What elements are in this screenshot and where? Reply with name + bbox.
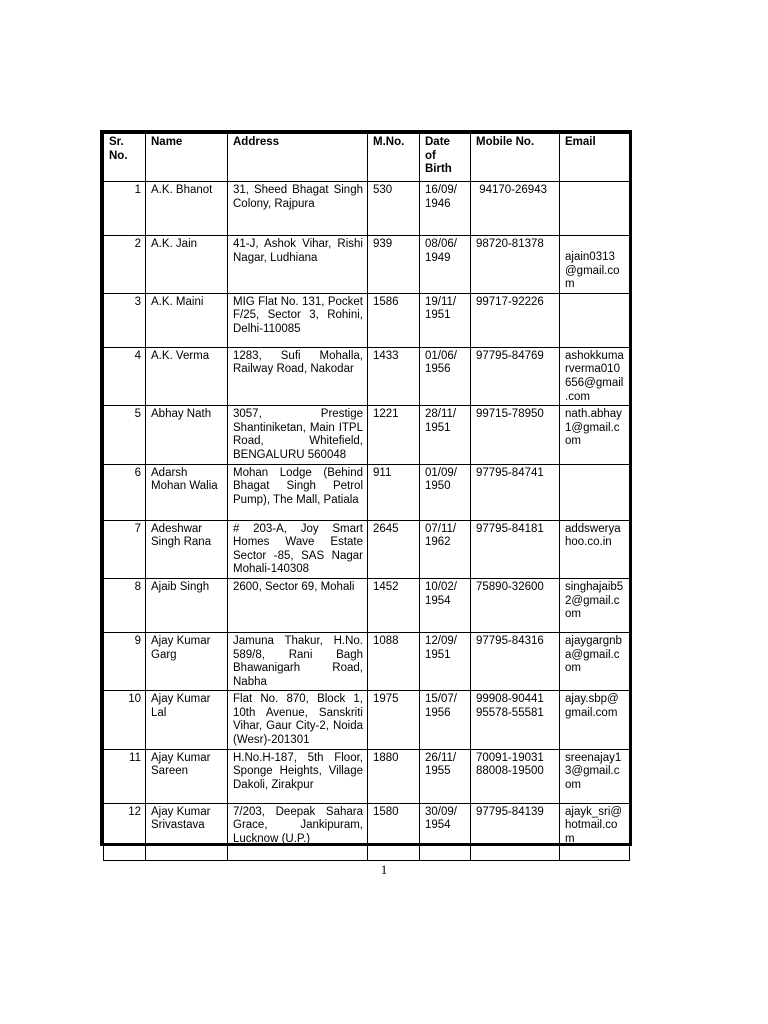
cell-address: 1283, Sufi Mohalla, Railway Road, Nakodar bbox=[228, 347, 368, 405]
cell-address: Flat No. 870, Block 1, 10th Avenue, Sanskriti Vihar, Gaur City-2, Noida (Wesr)-201301 bbox=[228, 691, 368, 749]
table-row bbox=[104, 520, 630, 578]
cell-mobile-no: 70091-19031 88008-19500 bbox=[471, 749, 560, 803]
cell-date-of-birth: 01/06/ 1956 bbox=[420, 347, 471, 405]
cell-date-of-birth: 19/11/ 1951 bbox=[420, 293, 471, 347]
member-directory-table-frame bbox=[100, 130, 632, 846]
header-email: Email bbox=[560, 134, 630, 182]
header-name: Name bbox=[146, 134, 228, 182]
cell-date-of-birth: 26/11/ 1955 bbox=[420, 749, 471, 803]
table-row bbox=[104, 464, 630, 520]
cell-mobile-no: 94170-26943 bbox=[471, 182, 560, 236]
cell-mobile-no: 99717-92226 bbox=[471, 293, 560, 347]
cell-email: ajain0313 @gmail.co m bbox=[560, 236, 630, 294]
cell-membership-no: 1452 bbox=[368, 578, 420, 632]
cell-name: A.K. Verma bbox=[146, 347, 228, 405]
cell-date-of-birth: 15/07/ 1956 bbox=[420, 691, 471, 749]
cell-sr-no: 8 bbox=[104, 578, 146, 632]
cell-membership-no: 1221 bbox=[368, 406, 420, 464]
cell-date-of-birth: 12/09/ 1951 bbox=[420, 632, 471, 690]
header-address: Address bbox=[228, 134, 368, 182]
cell-date-of-birth: 16/09/ 1946 bbox=[420, 182, 471, 236]
table-row bbox=[104, 632, 630, 690]
table-row bbox=[104, 803, 630, 860]
cell-membership-no: 1880 bbox=[368, 749, 420, 803]
cell-membership-no: 1433 bbox=[368, 347, 420, 405]
cell-sr-no: 6 bbox=[104, 464, 146, 520]
cell-sr-no: 1 bbox=[104, 182, 146, 236]
cell-name: Ajay Kumar Garg bbox=[146, 632, 228, 690]
table-row bbox=[104, 749, 630, 803]
cell-email bbox=[560, 464, 630, 520]
cell-membership-no: 1088 bbox=[368, 632, 420, 690]
cell-address: # 203-A, Joy Smart Homes Wave Estate Sector -85, SAS Nagar Mohali-140308 bbox=[228, 520, 368, 578]
cell-date-of-birth: 08/06/ 1949 bbox=[420, 236, 471, 294]
cell-mobile-no: 99715-78950 bbox=[471, 406, 560, 464]
cell-email: singhajaib5 2@gmail.c om bbox=[560, 578, 630, 632]
cell-name: A.K. Bhanot bbox=[146, 182, 228, 236]
cell-name: A.K. Jain bbox=[146, 236, 228, 294]
cell-address: 3057, Prestige Shantiniketan, Main ITPL Road, Whitefield, BENGALURU 560048 bbox=[228, 406, 368, 464]
cell-sr-no: 10 bbox=[104, 691, 146, 749]
cell-membership-no: 1580 bbox=[368, 803, 420, 860]
table-row bbox=[104, 347, 630, 405]
table-row bbox=[104, 293, 630, 347]
cell-sr-no: 11 bbox=[104, 749, 146, 803]
cell-mobile-no: 97795-84139 bbox=[471, 803, 560, 860]
header-row bbox=[104, 134, 630, 182]
header-mobile-no: Mobile No. bbox=[471, 134, 560, 182]
cell-name: Ajay Kumar Srivastava bbox=[146, 803, 228, 860]
cell-sr-no: 2 bbox=[104, 236, 146, 294]
cell-name: Ajay Kumar Lal bbox=[146, 691, 228, 749]
cell-name: Ajaib Singh bbox=[146, 578, 228, 632]
cell-name: Abhay Nath bbox=[146, 406, 228, 464]
cell-address: MIG Flat No. 131, Pocket F/25, Sector 3, Rohini, Delhi-110085 bbox=[228, 293, 368, 347]
cell-name: A.K. Maini bbox=[146, 293, 228, 347]
cell-mobile-no: 75890-32600 bbox=[471, 578, 560, 632]
cell-membership-no: 530 bbox=[368, 182, 420, 236]
header-sr-no: Sr. No. bbox=[104, 134, 146, 182]
cell-date-of-birth: 30/09/ 1954 bbox=[420, 803, 471, 860]
cell-mobile-no: 97795-84769 bbox=[471, 347, 560, 405]
cell-mobile-no: 99908-90441 95578-55581 bbox=[471, 691, 560, 749]
cell-email: addswerya hoo.co.in bbox=[560, 520, 630, 578]
table-row bbox=[104, 691, 630, 749]
cell-membership-no: 2645 bbox=[368, 520, 420, 578]
cell-email: ajayk_sri@ hotmail.co m bbox=[560, 803, 630, 860]
cell-address: 2600, Sector 69, Mohali bbox=[228, 578, 368, 632]
cell-date-of-birth: 28/11/ 1951 bbox=[420, 406, 471, 464]
cell-name: Ajay Kumar Sareen bbox=[146, 749, 228, 803]
header-date-of-birth: Date of Birth bbox=[420, 134, 471, 182]
cell-membership-no: 911 bbox=[368, 464, 420, 520]
cell-membership-no: 939 bbox=[368, 236, 420, 294]
cell-mobile-no: 97795-84741 bbox=[471, 464, 560, 520]
cell-address: H.No.H-187, 5th Floor, Sponge Heights, Village Dakoli, Zirakpur bbox=[228, 749, 368, 803]
cell-email bbox=[560, 182, 630, 236]
cell-mobile-no: 97795-84316 bbox=[471, 632, 560, 690]
cell-address: Mohan Lodge (Behind Bhagat Singh Petrol Pump), The Mall, Patiala bbox=[228, 464, 368, 520]
cell-sr-no: 5 bbox=[104, 406, 146, 464]
table-row bbox=[104, 578, 630, 632]
cell-date-of-birth: 10/02/ 1954 bbox=[420, 578, 471, 632]
member-directory-table bbox=[103, 133, 630, 861]
cell-sr-no: 12 bbox=[104, 803, 146, 860]
cell-mobile-no: 98720-81378 bbox=[471, 236, 560, 294]
cell-email: ashokkuma rverma010 656@gmail .com bbox=[560, 347, 630, 405]
cell-email: nath.abhay 1@gmail.c om bbox=[560, 406, 630, 464]
cell-sr-no: 7 bbox=[104, 520, 146, 578]
table-row bbox=[104, 406, 630, 464]
cell-address: 7/203, Deepak Sahara Grace, Jankipuram, Lucknow (U.P.) bbox=[228, 803, 368, 860]
table-row bbox=[104, 236, 630, 294]
cell-date-of-birth: 07/11/ 1962 bbox=[420, 520, 471, 578]
cell-email bbox=[560, 293, 630, 347]
table-row bbox=[104, 182, 630, 236]
cell-address: Jamuna Thakur, H.No. 589/8, Rani Bagh Bhawanigarh Road, Nabha bbox=[228, 632, 368, 690]
cell-sr-no: 9 bbox=[104, 632, 146, 690]
cell-sr-no: 4 bbox=[104, 347, 146, 405]
cell-mobile-no: 97795-84181 bbox=[471, 520, 560, 578]
cell-address: 31, Sheed Bhagat Singh Colony, Rajpura bbox=[228, 182, 368, 236]
cell-sr-no: 3 bbox=[104, 293, 146, 347]
cell-email: ajay.sbp@ gmail.com bbox=[560, 691, 630, 749]
cell-membership-no: 1586 bbox=[368, 293, 420, 347]
header-membership-no: M.No. bbox=[368, 134, 420, 182]
cell-name: Adarsh Mohan Walia bbox=[146, 464, 228, 520]
cell-name: Adeshwar Singh Rana bbox=[146, 520, 228, 578]
page-number: 1 bbox=[380, 862, 388, 877]
cell-email: sreenajay1 3@gmail.c om bbox=[560, 749, 630, 803]
cell-date-of-birth: 01/09/ 1950 bbox=[420, 464, 471, 520]
cell-email: ajaygargnb a@gmail.c om bbox=[560, 632, 630, 690]
cell-address: 41-J, Ashok Vihar, Rishi Nagar, Ludhiana bbox=[228, 236, 368, 294]
cell-membership-no: 1975 bbox=[368, 691, 420, 749]
